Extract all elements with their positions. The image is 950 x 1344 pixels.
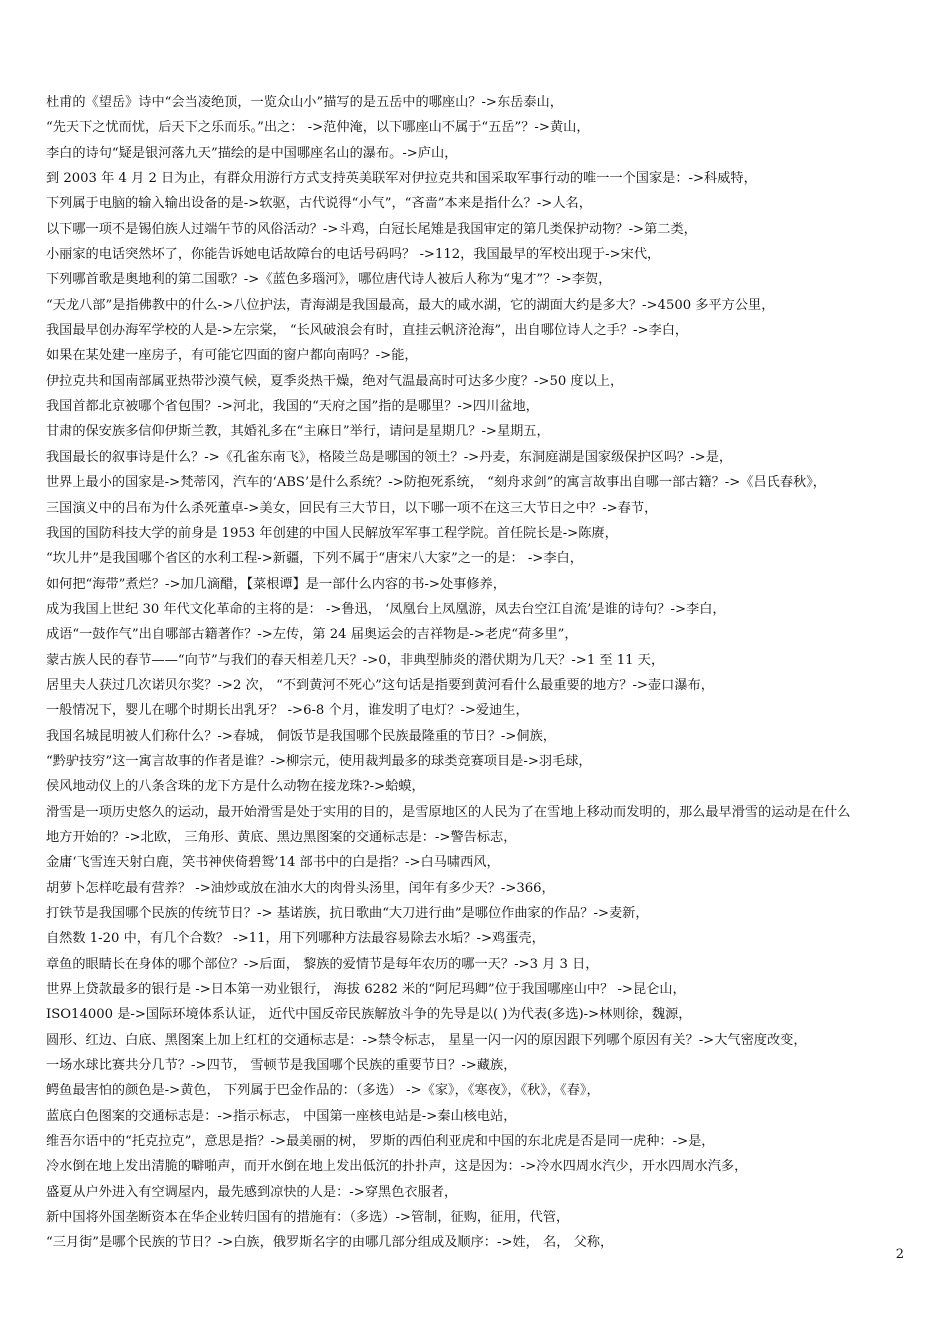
text-line: 一场水球比赛共分几节？->四节， 雪顿节是我国哪个民族的重要节日？->藏族，	[46, 1058, 517, 1074]
text-line: 侯风地动仪上的八条含珠的龙下方是什么动物在接龙珠?->蛤蟆，	[46, 779, 425, 795]
text-line: “黔驴技穷”这一寓言故事的作者是谁？->柳宗元，使用裁判最多的球类竞赛项目是->羽毛球，	[46, 753, 592, 769]
text-line: 蓝底白色图案的交通标志是：->指示标志， 中国第一座核电站是->秦山核电站，	[46, 1108, 517, 1124]
text-line: 我国最长的叙事诗是什么？->《孔雀东南飞》，格陵兰岛是哪国的领土？->丹麦，东洞庭湖是国家级保护区吗？->是，	[46, 449, 733, 465]
text-line: 打铁节是我国哪个民族的传统节日？-> 基诺族，抗日歌曲“大刀进行曲”是哪位作曲家的作品？->麦新，	[46, 906, 649, 921]
text-line: 成语“一鼓作气”出自哪部古籍著作？->左传，第 24 届奥运会的吉祥物是->老虎“荷多里”，	[46, 627, 578, 643]
text-line: 李白的诗句“疑是银河落九天”描绘的是中国哪座名山的瀑布。->庐山，	[46, 145, 458, 161]
text-line: “坎儿井”是我国哪个省区的水利工程->新疆，下列不属于“唐宋八大家”之一的是： ->李白，	[46, 551, 583, 567]
text-line: 自然数 1-20 中，有几个合数？ ->11，用下列哪种方法最容易除去水垢？->鸡蛋壳，	[46, 931, 545, 947]
text-line: 我国首都北京被哪个省包围？->河北，我国的“天府之国”指的是哪里？->四川盆地，	[46, 399, 539, 415]
text-line: 我国最早创办海军学校的人是->左宗棠， “长风破浪会有时，直挂云帆济沧海”，出自哪位诗人之手？->李白，	[46, 323, 689, 339]
text-line: 三国演义中的吕布为什么杀死董卓->美女，回民有三大节日，以下哪一项不在这三大节日之中？->春节，	[46, 500, 658, 516]
text-line: 居里夫人获过几次诺贝尔奖？->2 次， “不到黄河不死心”这句话是指要到黄河看什么最重要的地方？->壶口瀑布，	[46, 677, 714, 693]
text-line: 圆形、红边、白底、黑图案上加上红杠的交通标志是：->禁令标志， 星星一闪一闪的原因跟下列哪个原因有关？->大气密度改变，	[46, 1032, 807, 1048]
text-line: 下列属于电脑的输入输出设备的是->软驱，古代说得“小气”，“吝啬”本来是指什么？->人名，	[46, 196, 592, 212]
text-line: 我国名城昆明被人们称什么？->春城， 侗饭节是我国哪个民族最隆重的节日？->侗族，	[46, 728, 556, 744]
text-line: 如何把“海带”煮烂？->加几滴醋，【菜根谭】是一部什么内容的书->处事修养，	[46, 576, 506, 592]
text-line: 以下哪一项不是锡伯族人过端午节的风俗活动？->斗鸡，白冠长尾雉是我国审定的第几类保护动物？->第二类，	[46, 221, 697, 237]
text-line: 金庸‘飞雪连天射白鹿，笑书神侠倚碧鸳’14 部书中的白是指？->白马啸西风，	[46, 855, 500, 871]
text-line: 胡萝卜怎样吃最有营养？ ->油炒或放在油水大的肉骨头汤里，闰年有多少天？->366，	[46, 880, 555, 896]
text-line: 我国的国防科技大学的前身是 1953 年创建的中国人民解放军军事工程学院。首任院长是->陈赓，	[46, 525, 618, 541]
text-line: 鳄鱼最害怕的颜色是->黄色， 下列属于巴金作品的：（多选） ->《家》，《寒夜》，《秋》，《春》，	[46, 1083, 600, 1099]
text-line: “三月街”是哪个民族的节日？->白族，俄罗斯名字的由哪几部分组成及顺序：->姓， 名， 父称，	[46, 1235, 614, 1251]
text-line: 新中国将外国垄断资本在华企业转归国有的措施有：（多选）->管制，征购，征用，代管，	[46, 1210, 570, 1226]
text-line: 蒙古族人民的春节——“向节”与我们的春天相差几天？->0，非典型肺炎的潜伏期为几天？->1 至 11 天，	[46, 652, 665, 668]
text-line: 伊拉克共和国南部属亚热带沙漠气候，夏季炎热干燥，绝对气温最高时可达多少度？->50 度以上，	[46, 373, 624, 389]
text-line: 杜甫的《望岳》诗中“会当凌绝顶，一览众山小”描写的是五岳中的哪座山？->东岳泰山，	[46, 95, 563, 110]
text-line: 到 2003 年 4 月 2 日为止，有群众用游行方式支持英美联军对伊拉克共和国采取军事行动的唯一一个国家是：->科威特，	[46, 171, 757, 187]
text-line: 地方开始的？->北欧， 三角形、黄底、黑边黑图案的交通标志是：->警告标志，	[46, 829, 517, 845]
text-line: 冷水倒在地上发出清脆的噼啪声，而开水倒在地上发出低沉的扑扑声，这是因为：->冷水四周水汽少，开水四周水汽多，	[46, 1159, 748, 1175]
text-line: 盛夏从户外进入有空调屋内，最先感到凉快的人是：->穿黑色衣服者，	[46, 1184, 458, 1200]
text-line: 小丽家的电话突然坏了，你能告诉她电话故障台的电话号码吗？ ->112，我国最早的军校出现于->宋代，	[46, 247, 661, 263]
text-line: 下列哪首歌是奥地利的第二国歌？->《蓝色多瑙河》，哪位唐代诗人被后人称为“鬼才”？->李贺，	[46, 272, 612, 288]
text-line: ISO14000 是->国际环境体系认证， 近代中国反帝民族解放斗争的先导是以( )为代表(多选)->林则徐，魏源，	[46, 1007, 692, 1023]
text-line: 如果在某处建一座房子，有可能它四面的窗户都向南吗？->能，	[46, 348, 418, 364]
text-line: 甘肃的保安族多信仰伊斯兰教，其婚礼多在“主麻日”举行，请问是星期几？->星期五，	[46, 424, 550, 440]
text-line: 一般情况下，婴儿在哪个时期长出乳牙？ ->6-8 个月，谁发明了电灯？->爱迪生，	[46, 703, 529, 719]
text-line: 章鱼的眼睛长在身体的哪个部位？->后面， 黎族的爱情节是每年农历的哪一天？->3 月 3 日，	[46, 956, 599, 972]
text-line: 世界上最小的国家是->梵蒂冈，汽车的‘ABS’是什么系统？->防抱死系统， “刻舟求剑”的寓言故事出自哪一部古籍？->《吕氏春秋》，	[46, 475, 826, 491]
text-line: “先天下之忧而忧，后天下之乐而乐。”出之： ->范仲淹，以下哪座山不属于“五岳”？->黄山，	[46, 120, 590, 136]
text-line: 世界上贷款最多的银行是 ->日本第一劝业银行， 海拔 6282 米的“阿尼玛卿”位于我国哪座山中？ ->昆仑山，	[46, 982, 686, 998]
text-line: 成为我国上世纪 30 年代文化革命的主将的是： ->鲁迅， ‘凤凰台上凤凰游，凤去台空江自流’是谁的诗句？->李白，	[46, 601, 726, 617]
text-line: 滑雪是一项历史悠久的运动，最开始滑雪是处于实用的目的，是雪原地区的人民为了在雪地上移动而发明的，那么最早滑雪的运动是在什么	[46, 804, 851, 820]
document-body	[46, 90, 914, 1256]
text-line: “天龙八部”是指佛教中的什么->八位护法，青海湖是我国最高，最大的咸水湖，它的湖面大约是多大？->4500 多平方公里，	[46, 297, 775, 313]
page-number: 2	[895, 1247, 904, 1262]
text-line: 维吾尔语中的“托克拉克”，意思是指？->最美丽的树， 罗斯的西伯利亚虎和中国的东北虎是否是同一虎种：->是，	[46, 1134, 715, 1150]
